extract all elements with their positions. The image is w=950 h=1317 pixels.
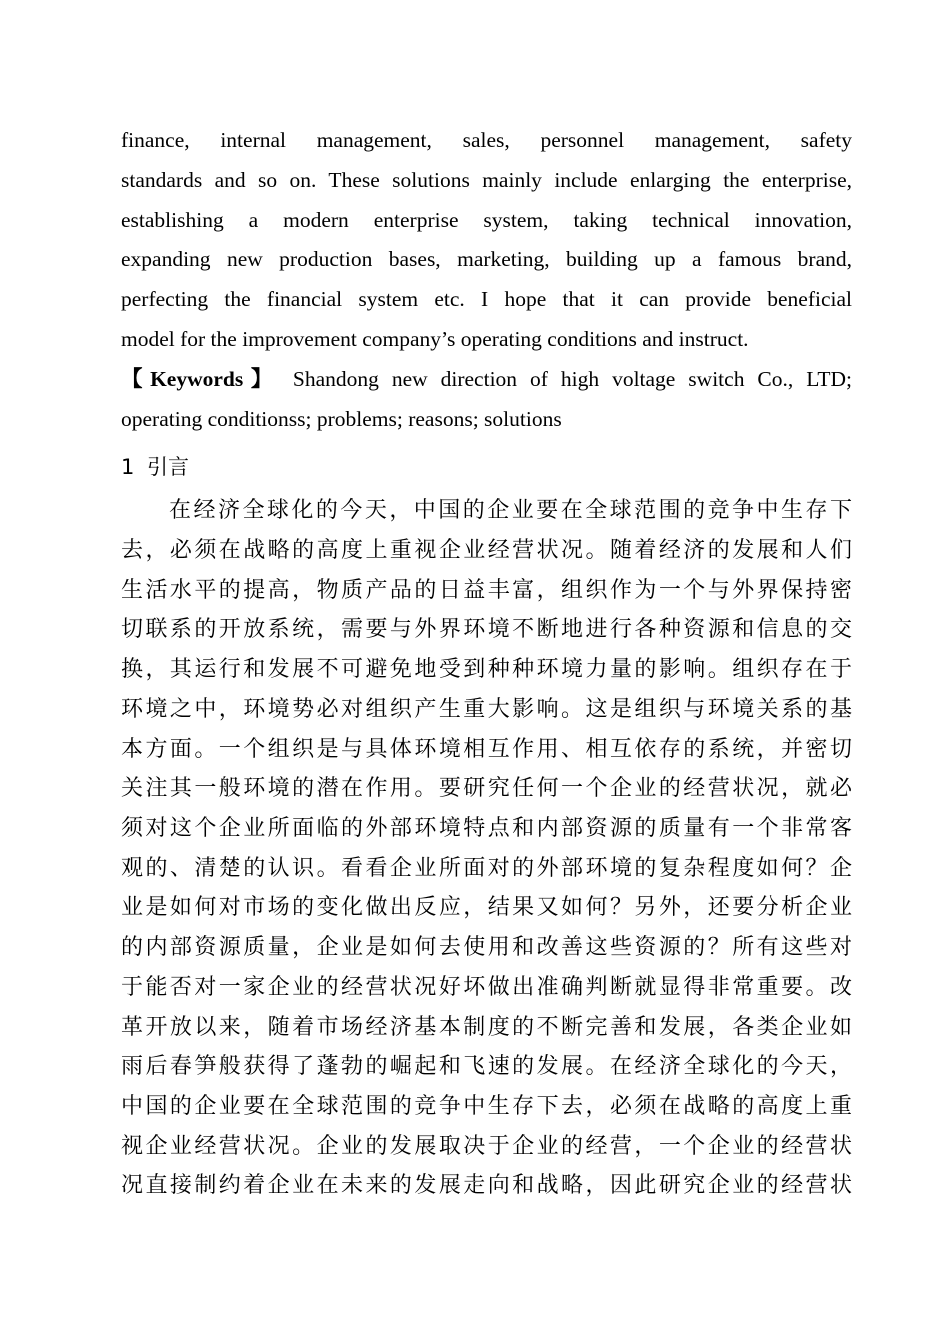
keywords-label: 【Keywords】	[121, 366, 280, 391]
abstract-line: perfecting the financial system etc. I hope that it can provide beneficial	[121, 287, 852, 312]
body-paragraph	[121, 491, 852, 1206]
body-line: 观的、清楚的认识。看看企业所面对的外部环境的复杂程度如何？企	[121, 855, 852, 881]
body-line: 于能否对一家企业的经营状况好坏做出准确判断就显得非常重要。改	[121, 974, 852, 1000]
keywords-block	[121, 360, 852, 440]
abstract-line: finance, internal management, sales, personnel management, safety	[121, 128, 852, 152]
body-line: 雨后春笋般获得了蓬勃的崛起和飞速的发展。在经济全球化的今天，	[121, 1054, 852, 1080]
body-line: 生活水平的提高，物质产品的日益丰富，组织作为一个与外界保持密	[121, 577, 852, 603]
body-line: 视企业经营状况。企业的发展取决于企业的经营，一个企业的经营状	[121, 1133, 852, 1159]
abstract-line: expanding new production bases, marketing, building up a famous brand,	[121, 247, 852, 272]
body-line: 关注其一般环境的潜在作用。要研究任何一个企业的经营状况，就必	[121, 776, 852, 802]
body-line: 换，其运行和发展不可避免地受到种种环境力量的影响。组织存在于	[121, 657, 852, 683]
body-line: 中国的企业要在全球范围的竞争中生存下去，必须在战略的高度上重	[121, 1093, 852, 1119]
english-abstract	[121, 121, 852, 360]
body-line: 的内部资源质量，企业是如何去使用和改善这些资源的？所有这些对	[121, 935, 852, 961]
body-line: 切联系的开放系统，需要与外界环境不断地进行各种资源和信息的交	[121, 617, 852, 643]
body-line: 环境之中，环境势必对组织产生重大影响。这是组织与环境关系的基	[121, 696, 852, 722]
body-line: 去，必须在战略的高度上重视企业经营状况。随着经济的发展和人们	[121, 538, 852, 564]
section-heading	[121, 449, 852, 485]
body-line: 况直接制约着企业在未来的发展走向和战略，因此研究企业的经营状	[121, 1173, 852, 1199]
abstract-line: establishing a modern enterprise system, taking technical innovation,	[121, 207, 852, 232]
abstract-line: model for the improvement company’s operating conditions and instruct.	[121, 326, 749, 351]
section-number: 1	[121, 455, 135, 480]
body-line: 业是如何对市场的变化做出反应，结果又如何？另外，还要分析企业	[121, 895, 852, 921]
body-line: 在经济全球化的今天，中国的企业要在全球范围的竞争中生存下	[169, 498, 852, 524]
document-page	[121, 121, 852, 1206]
section-title: 引言	[147, 455, 189, 480]
keywords-text-2: operating conditionss; problems; reasons; solutions	[121, 406, 562, 431]
body-line: 本方面。一个组织是与具体环境相互作用、相互依存的系统，并密切	[121, 736, 852, 762]
abstract-line: standards and so on. These solutions mainly include enlarging the enterprise,	[121, 167, 852, 192]
body-line: 革开放以来，随着市场经济基本制度的不断完善和发展，各类企业如	[121, 1014, 852, 1040]
body-line: 须对这个企业所面临的外部环境特点和内部资源的质量有一个非常客	[121, 816, 852, 841]
keywords-line-1	[121, 360, 852, 400]
keywords-text-1: Shandong new direction of high voltage switch Co., LTD;	[292, 366, 852, 391]
